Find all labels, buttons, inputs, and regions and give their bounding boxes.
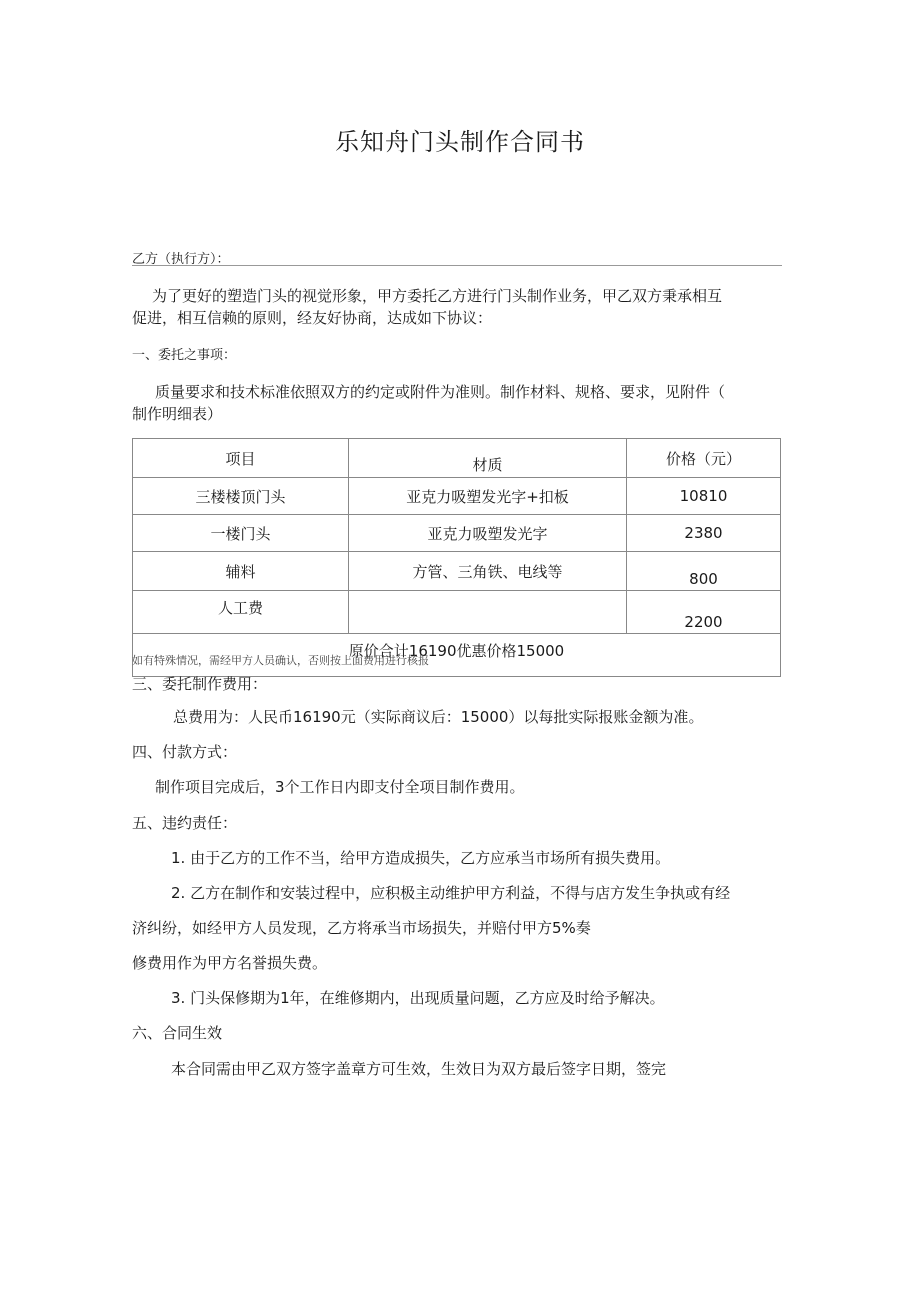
row-material: 亚克力吸塑发光字+扣板 [349, 478, 627, 515]
section-5-item-2-line-1: 2. 乙方在制作和安装过程中，应积极主动维护甲方利益，不得与店方发生争执或有经 [171, 884, 731, 902]
row-item: 一楼门头 [133, 515, 349, 552]
section-5-heading: 五、违约责任： [132, 814, 238, 832]
table-total: 原价合计16190优惠价格15000 [133, 634, 781, 677]
header-price: 价格（元） [627, 439, 781, 478]
row-item: 人工费 [133, 591, 349, 634]
section-6-body: 本合同需由甲乙双方签字盖章方可生效，生效日为双方最后签字日期，签完 [171, 1060, 667, 1078]
table-note: 如有特殊情况，需经甲方人员确认，否则按上面费用进行核报 [132, 654, 429, 667]
party-b-label: 乙方（执行方）： [132, 252, 230, 267]
table-row [133, 478, 781, 515]
row-item: 辅料 [133, 552, 349, 591]
section-6-heading: 六、合同生效 [132, 1024, 223, 1042]
table-row [133, 552, 781, 591]
intro-line-1: 为了更好的塑造门头的视觉形象，甲方委托乙方进行门头制作业务，甲乙双方秉承相互 [152, 287, 723, 305]
section-4-body: 制作项目完成后，3个工作日内即支付全项目制作费用。 [155, 778, 525, 796]
section-1-heading: 一、委托之事项： [132, 348, 237, 363]
party-b-underline [132, 265, 782, 266]
section-5-item-2-line-2: 济纠纷，如经甲方人员发现，乙方将承当市场损失，并赔付甲方5%奏 [132, 919, 591, 937]
table-row [133, 515, 781, 552]
section-3-body: 总费用为：人民币16190元（实际商议后：15000）以每批实际报账金额为准。 [173, 708, 704, 726]
intro-line-2: 促进，相互信赖的原则，经友好协商，达成如下协议： [132, 309, 493, 327]
table-header-row [133, 439, 781, 478]
section-5-item-2-line-3: 修费用作为甲方名誉损失费。 [132, 954, 328, 972]
row-price: 10810 [627, 478, 781, 515]
row-material [349, 591, 627, 634]
row-item: 三楼楼顶门头 [133, 478, 349, 515]
items-table [132, 438, 781, 677]
section-5-item-3: 3. 门头保修期为1年，在维修期内，出现质量问题，乙方应及时给予解决。 [171, 989, 665, 1007]
row-material: 亚克力吸塑发光字 [349, 515, 627, 552]
row-material: 方管、三角铁、电线等 [349, 552, 627, 591]
row-price: 800 [627, 552, 781, 591]
row-price: 2200 [627, 591, 781, 634]
section-3-heading: 三、委托制作费用： [132, 675, 268, 693]
section-1-line-2: 制作明细表） [132, 405, 223, 423]
section-1-line-1: 质量要求和技术标准依照双方的约定或附件为准则。制作材料、规格、要求，见附件（ [155, 383, 726, 401]
table-row [133, 591, 781, 634]
header-item: 项目 [133, 439, 349, 478]
section-5-item-1: 1. 由于乙方的工作不当，给甲方造成损失，乙方应承当市场所有损失费用。 [171, 849, 671, 867]
row-price: 2380 [627, 515, 781, 552]
header-material: 材质 [349, 439, 627, 478]
section-4-heading: 四、付款方式： [132, 743, 238, 761]
document-title: 乐知舟门头制作合同书 [335, 128, 585, 156]
